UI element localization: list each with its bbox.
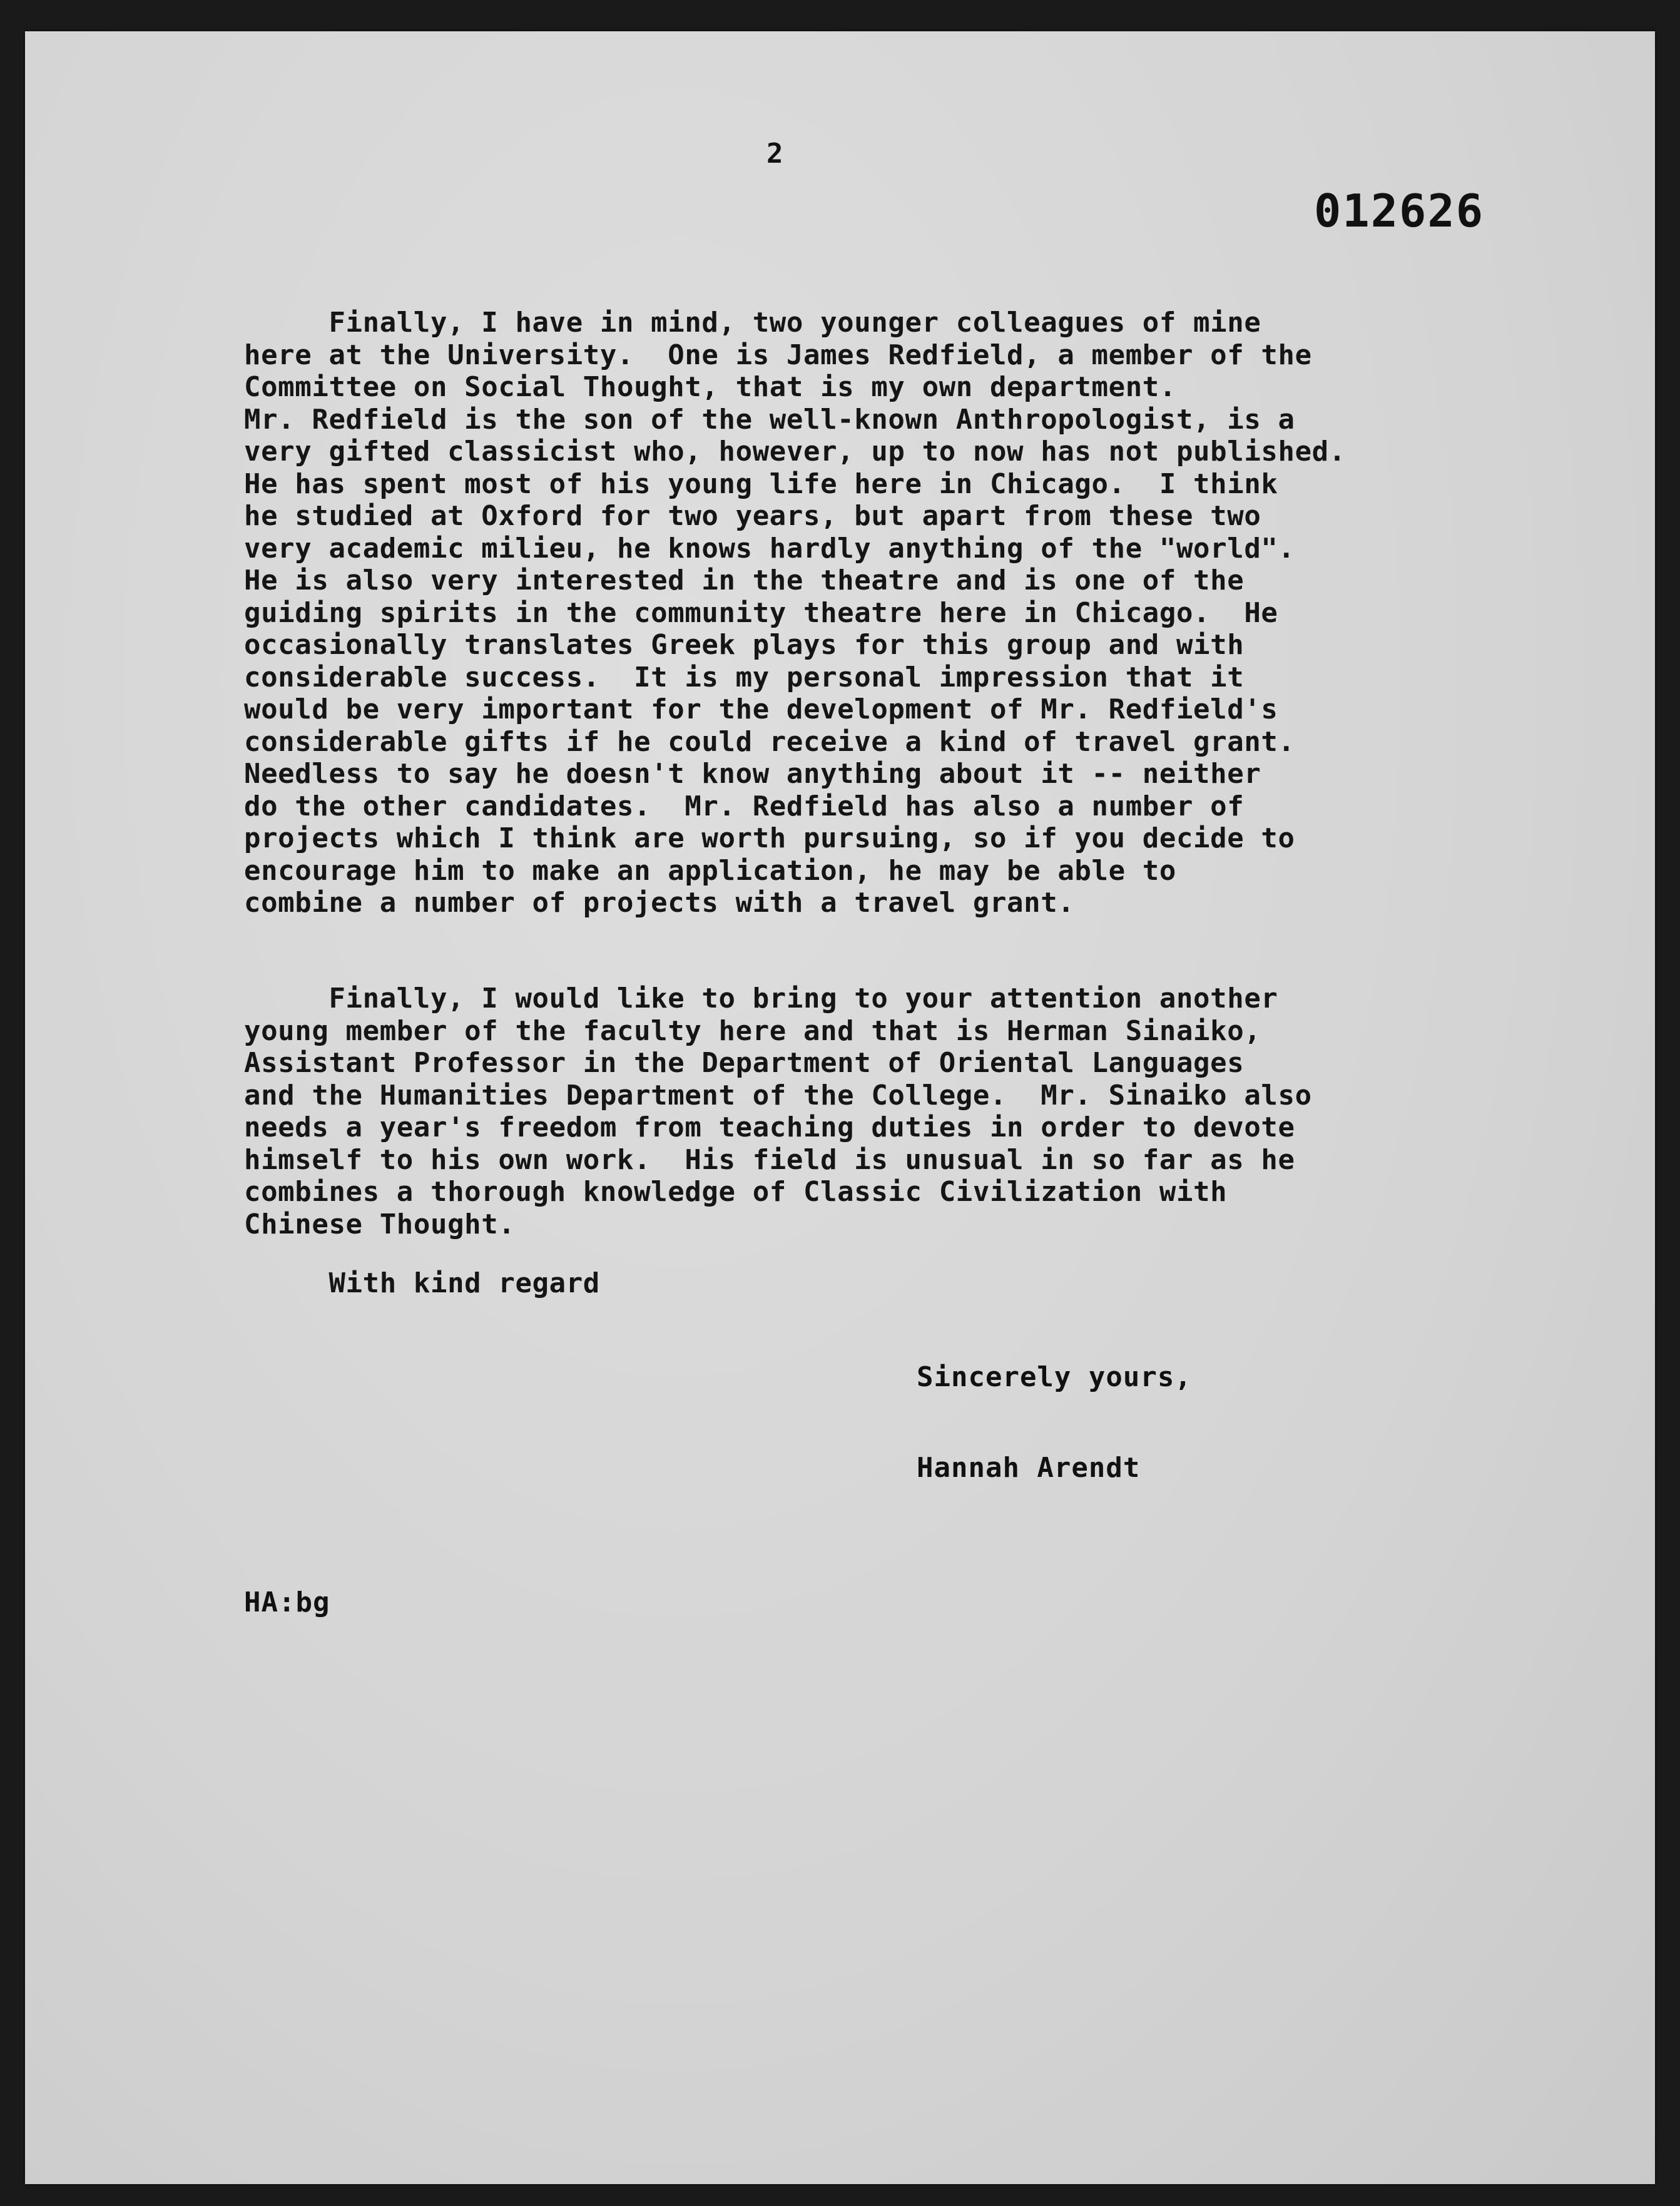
page-number: 2 bbox=[766, 138, 784, 170]
typist-initials: HA:bg bbox=[244, 1586, 330, 1618]
text-line: very academic milieu, he knows hardly anything of the "world". bbox=[244, 532, 1295, 564]
text-line: With kind regard bbox=[244, 1267, 600, 1299]
text-line: Assistant Professor in the Department of Oriental Languages bbox=[244, 1047, 1245, 1079]
text-line: He has spent most of his young life here in Chicago. I think bbox=[244, 467, 1278, 500]
text-line: young member of the faculty here and that is Herman Sinaiko, bbox=[244, 1014, 1261, 1047]
text-line: here at the University. One is James Redfield, a member of the bbox=[244, 339, 1312, 371]
text-line: Needless to say he doesn't know anything about it -- neither bbox=[244, 758, 1261, 790]
text-line: Finally, I have in mind, two younger colleagues of mine bbox=[244, 307, 1261, 339]
paragraph-candidate-sinaiko bbox=[244, 983, 1312, 1240]
text-line: would be very important for the development of Mr. Redfield's bbox=[244, 693, 1278, 725]
text-line: do the other candidates. Mr. Redfield has also a number of bbox=[244, 790, 1245, 822]
text-line: occasionally translates Greek plays for this group and with bbox=[244, 629, 1245, 661]
closing-salutation: Sincerely yours, bbox=[917, 1361, 1192, 1393]
text-line: projects which I think are worth pursuing, so if you decide to bbox=[244, 822, 1295, 854]
text-line: combine a number of projects with a travel grant. bbox=[244, 887, 1075, 919]
text-line: Mr. Redfield is the son of the well-known Anthropologist, is a bbox=[244, 403, 1295, 436]
text-line: considerable gifts if he could receive a kind of travel grant. bbox=[244, 725, 1295, 758]
text-line: He is also very interested in the theatre and is one of the bbox=[244, 564, 1245, 596]
text-line: needs a year's freedom from teaching duties in order to devote bbox=[244, 1111, 1295, 1143]
text-line: encourage him to make an application, he may be able to bbox=[244, 854, 1176, 887]
text-line: combines a thorough knowledge of Classic Civilization with bbox=[244, 1176, 1228, 1208]
text-line: Committee on Social Thought, that is my own department. bbox=[244, 371, 1176, 403]
document-number: 012626 bbox=[1314, 185, 1485, 237]
text-line: very gifted classicist who, however, up to now has not published. bbox=[244, 436, 1346, 467]
signature-name: Hannah Arendt bbox=[917, 1452, 1141, 1484]
paragraph-regards bbox=[244, 1267, 600, 1300]
text-line: he studied at Oxford for two years, but apart from these two bbox=[244, 500, 1261, 532]
text-line: guiding spirits in the community theatre here in Chicago. He bbox=[244, 596, 1278, 629]
text-line: considerable success. It is my personal impression that it bbox=[244, 661, 1245, 693]
text-line: and the Humanities Department of the College. Mr. Sinaiko also bbox=[244, 1079, 1312, 1111]
text-line: himself to his own work. His field is unusual in so far as he bbox=[244, 1143, 1295, 1176]
text-line: Chinese Thought. bbox=[244, 1208, 516, 1240]
letter-page bbox=[25, 31, 1655, 2184]
paragraph-candidates-redfield bbox=[244, 307, 1346, 919]
text-line: Finally, I would like to bring to your attention another bbox=[244, 983, 1278, 1014]
